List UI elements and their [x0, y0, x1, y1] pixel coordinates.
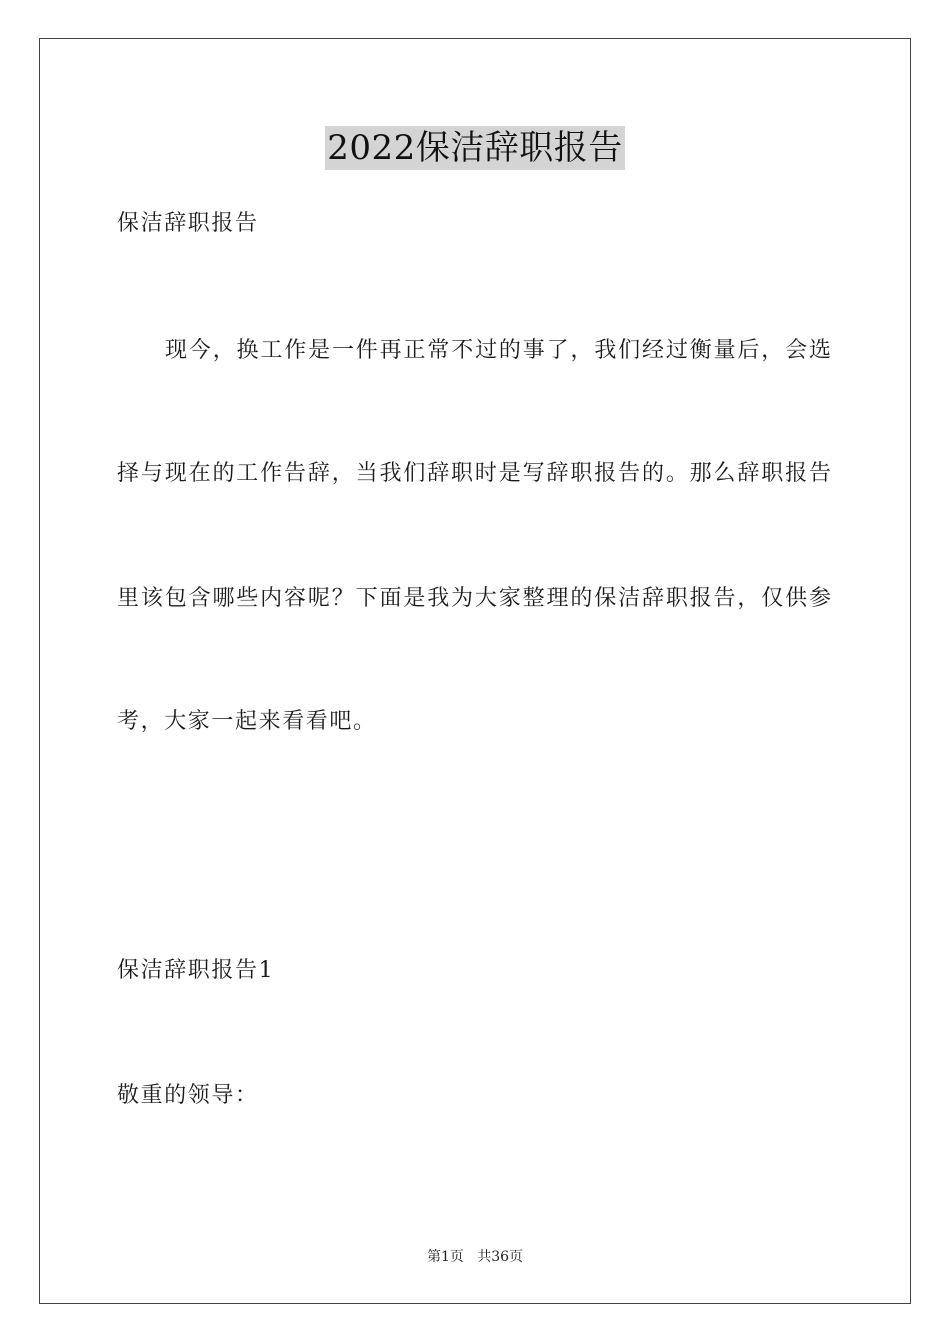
salutation: 敬重的领导： — [117, 1083, 259, 1108]
section-heading: 保洁辞职报告1 — [117, 958, 275, 983]
intro-line-2: 择与现在的工作告辞，当我们辞职时是写辞职报告的。那么辞职报告 — [117, 461, 831, 486]
document-title: 2022保洁辞职报告 — [327, 128, 623, 168]
document-subtitle: 保洁辞职报告 — [117, 211, 259, 236]
intro-line-4: 考，大家一起来看看吧。 — [117, 709, 377, 734]
document-title-wrapper — [0, 126, 950, 176]
intro-line-1: 现今，换工作是一件再正常不过的事了，我们经过衡量后，会选 — [165, 338, 831, 363]
page-number-footer: 第1页 共36页 — [426, 1249, 524, 1265]
intro-line-3: 里该包含哪些内容呢？下面是我为大家整理的保洁辞职报告，仅供参 — [117, 586, 831, 611]
